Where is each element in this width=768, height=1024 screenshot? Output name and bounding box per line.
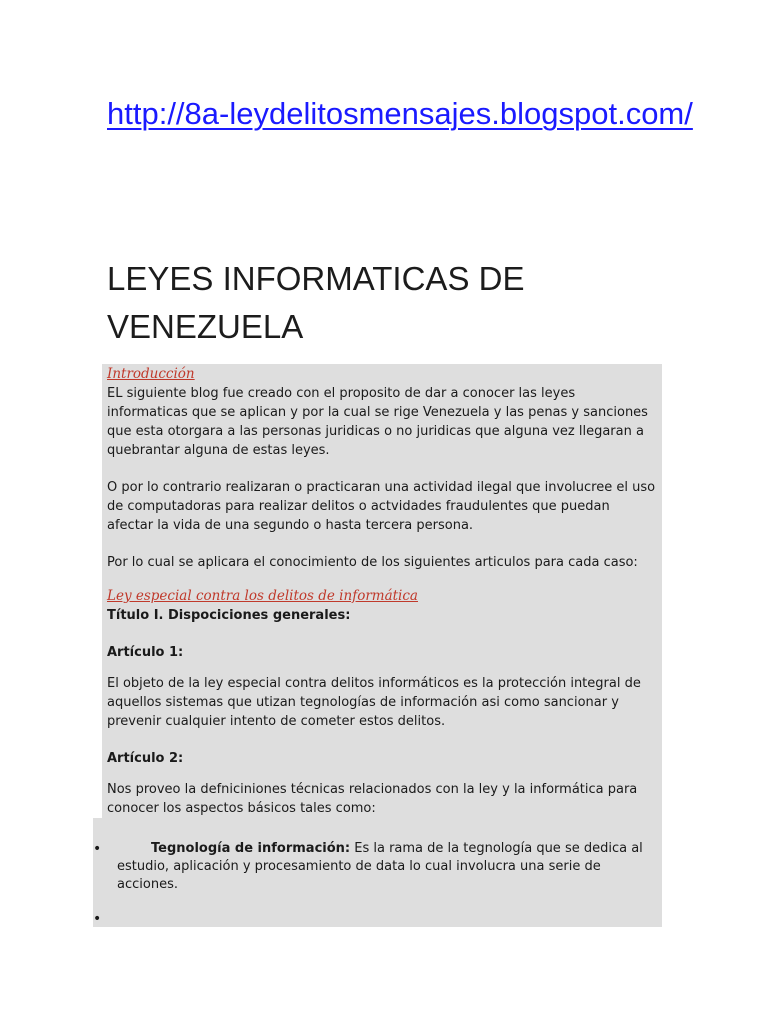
list-item (93, 840, 658, 894)
list-item (93, 910, 658, 928)
definitions-list (93, 840, 658, 928)
article-1-text: El objeto de la ley especial contra delitos informáticos es la protección integral de aquellos sistemas que utizan tegnologías de información asi como sancionar y prevenir cualquier intento de cometer estos delitos. (107, 676, 641, 729)
intro-paragraph-2: O por lo contrario realizaran o practicaran una actividad ilegal que involucree el uso de computadoras para realizar delitos o actvidades fraudulentes que puedan afectar la vida de una segundo o hasta tercera persona. (107, 480, 656, 533)
article-2-label: Artículo 2: (107, 751, 184, 766)
definition-text: Es la rama de la tegnología que se dedica al estudio, aplicación y procesamiento de data lo cual involucra una serie de acciones. (117, 841, 643, 892)
article-2-text: Nos proveo la defniciniones técnicas relacionados con la ley y la informática para conocer los aspectos básicos tales como: (107, 782, 638, 816)
intro-paragraph-1: EL siguiente blog fue creado con el proposito de dar a conocer las leyes informaticas que se aplican y por la cual se rige Venezuela y las penas y sanciones que esta otorgara a las personas juridicas o no juridicas que alguna vez llegaran a quebrantar alguna de estas leyes. (107, 386, 648, 458)
intro-paragraph-3: Por lo cual se aplicara el conocimiento de los siguientes articulos para cada caso: (107, 555, 638, 570)
article-1-label: Artículo 1: (107, 645, 184, 660)
law-heading-link[interactable]: Ley especial contra los delitos de informática (107, 588, 418, 604)
article-body (107, 364, 659, 818)
bullet-icon: • (93, 911, 102, 927)
intro-heading-link[interactable]: Introducción (107, 366, 195, 382)
title-1-heading: Título I. Dispociciones generales: (107, 608, 351, 623)
definition-term: Tegnología de información: (151, 841, 351, 856)
blog-url-link[interactable]: http://8a-leydelitosmensajes.blogspot.com/ (107, 96, 693, 131)
page-title: LEYES INFORMATICAS DE VENEZUELA (107, 260, 525, 345)
bullet-icon: • (93, 841, 102, 857)
